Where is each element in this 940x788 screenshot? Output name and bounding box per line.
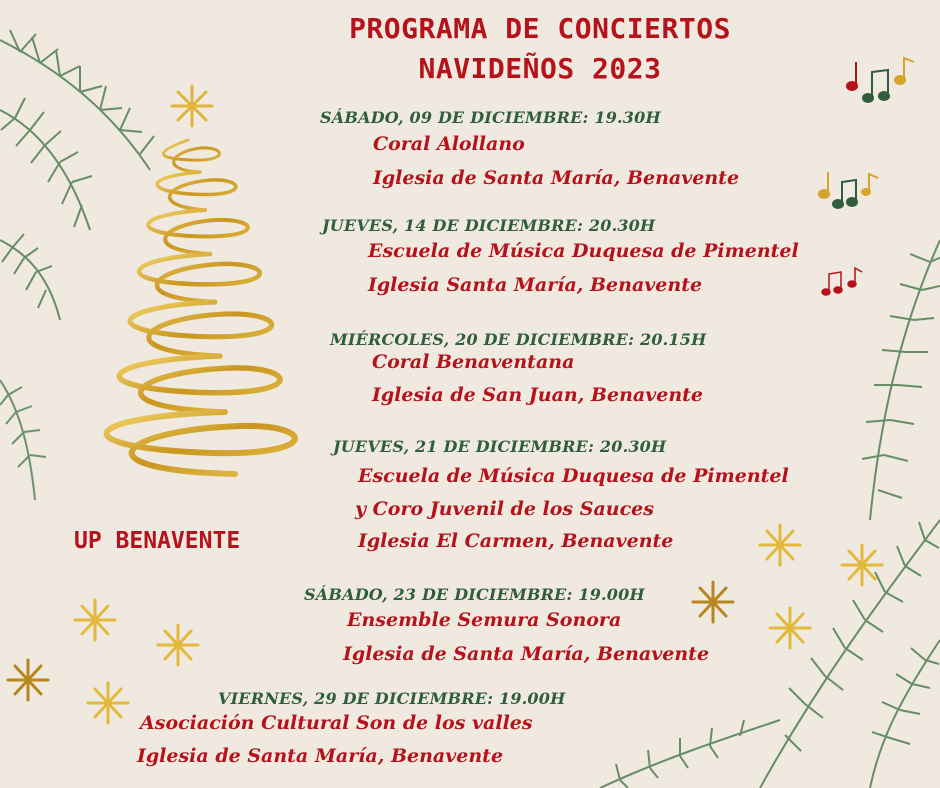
- concert-venue: Iglesia de San Juan, Benavente: [372, 384, 704, 406]
- concert-venue: Iglesia de Santa María, Benavente: [343, 643, 710, 665]
- concert-date: VIERNES, 29 DE DICIEMBRE: 19.00H: [218, 689, 566, 708]
- concert-performer: Escuela de Música Duquesa de Pimentel: [368, 240, 799, 262]
- page-title-line2: NAVIDEÑOS 2023: [418, 52, 662, 85]
- christmas-tree-icon: [107, 140, 295, 474]
- concert-venue: Iglesia de Santa María, Benavente: [373, 167, 740, 189]
- star-icon: [172, 86, 212, 126]
- pine-branch-icon: [0, 380, 46, 500]
- concert-performer: Asociación Cultural Son de los valles: [140, 712, 533, 734]
- concert-performer: y Coro Juvenil de los Sauces: [355, 498, 654, 520]
- concert-date: SÁBADO, 09 DE DICIEMBRE: 19.30H: [320, 108, 661, 127]
- concert-performer: Ensemble Semura Sonora: [347, 609, 622, 631]
- concert-performer: Coral Alollano: [373, 133, 525, 155]
- pine-branch-icon: [0, 30, 154, 320]
- concert-performer: Escuela de Música Duquesa de Pimentel: [358, 465, 789, 487]
- page-title-line1: PROGRAMA DE CONCIERTOS: [349, 12, 731, 45]
- concert-venue: Iglesia El Carmen, Benavente: [358, 530, 674, 552]
- concert-venue: Iglesia Santa María, Benavente: [368, 274, 703, 296]
- concert-date: JUEVES, 21 DE DICIEMBRE: 20.30H: [333, 437, 667, 456]
- concert-venue: Iglesia de Santa María, Benavente: [137, 745, 504, 767]
- concert-date: SÁBADO, 23 DE DICIEMBRE: 19.00H: [304, 585, 645, 604]
- concert-date: MIÉRCOLES, 20 DE DICIEMBRE: 20.15H: [330, 330, 707, 349]
- music-notes-icon: [819, 58, 914, 295]
- organizer-name: UP BENAVENTE: [74, 528, 241, 554]
- concert-performer: Coral Benaventana: [372, 351, 575, 373]
- concert-date: JUEVES, 14 DE DICIEMBRE: 20.30H: [322, 216, 656, 235]
